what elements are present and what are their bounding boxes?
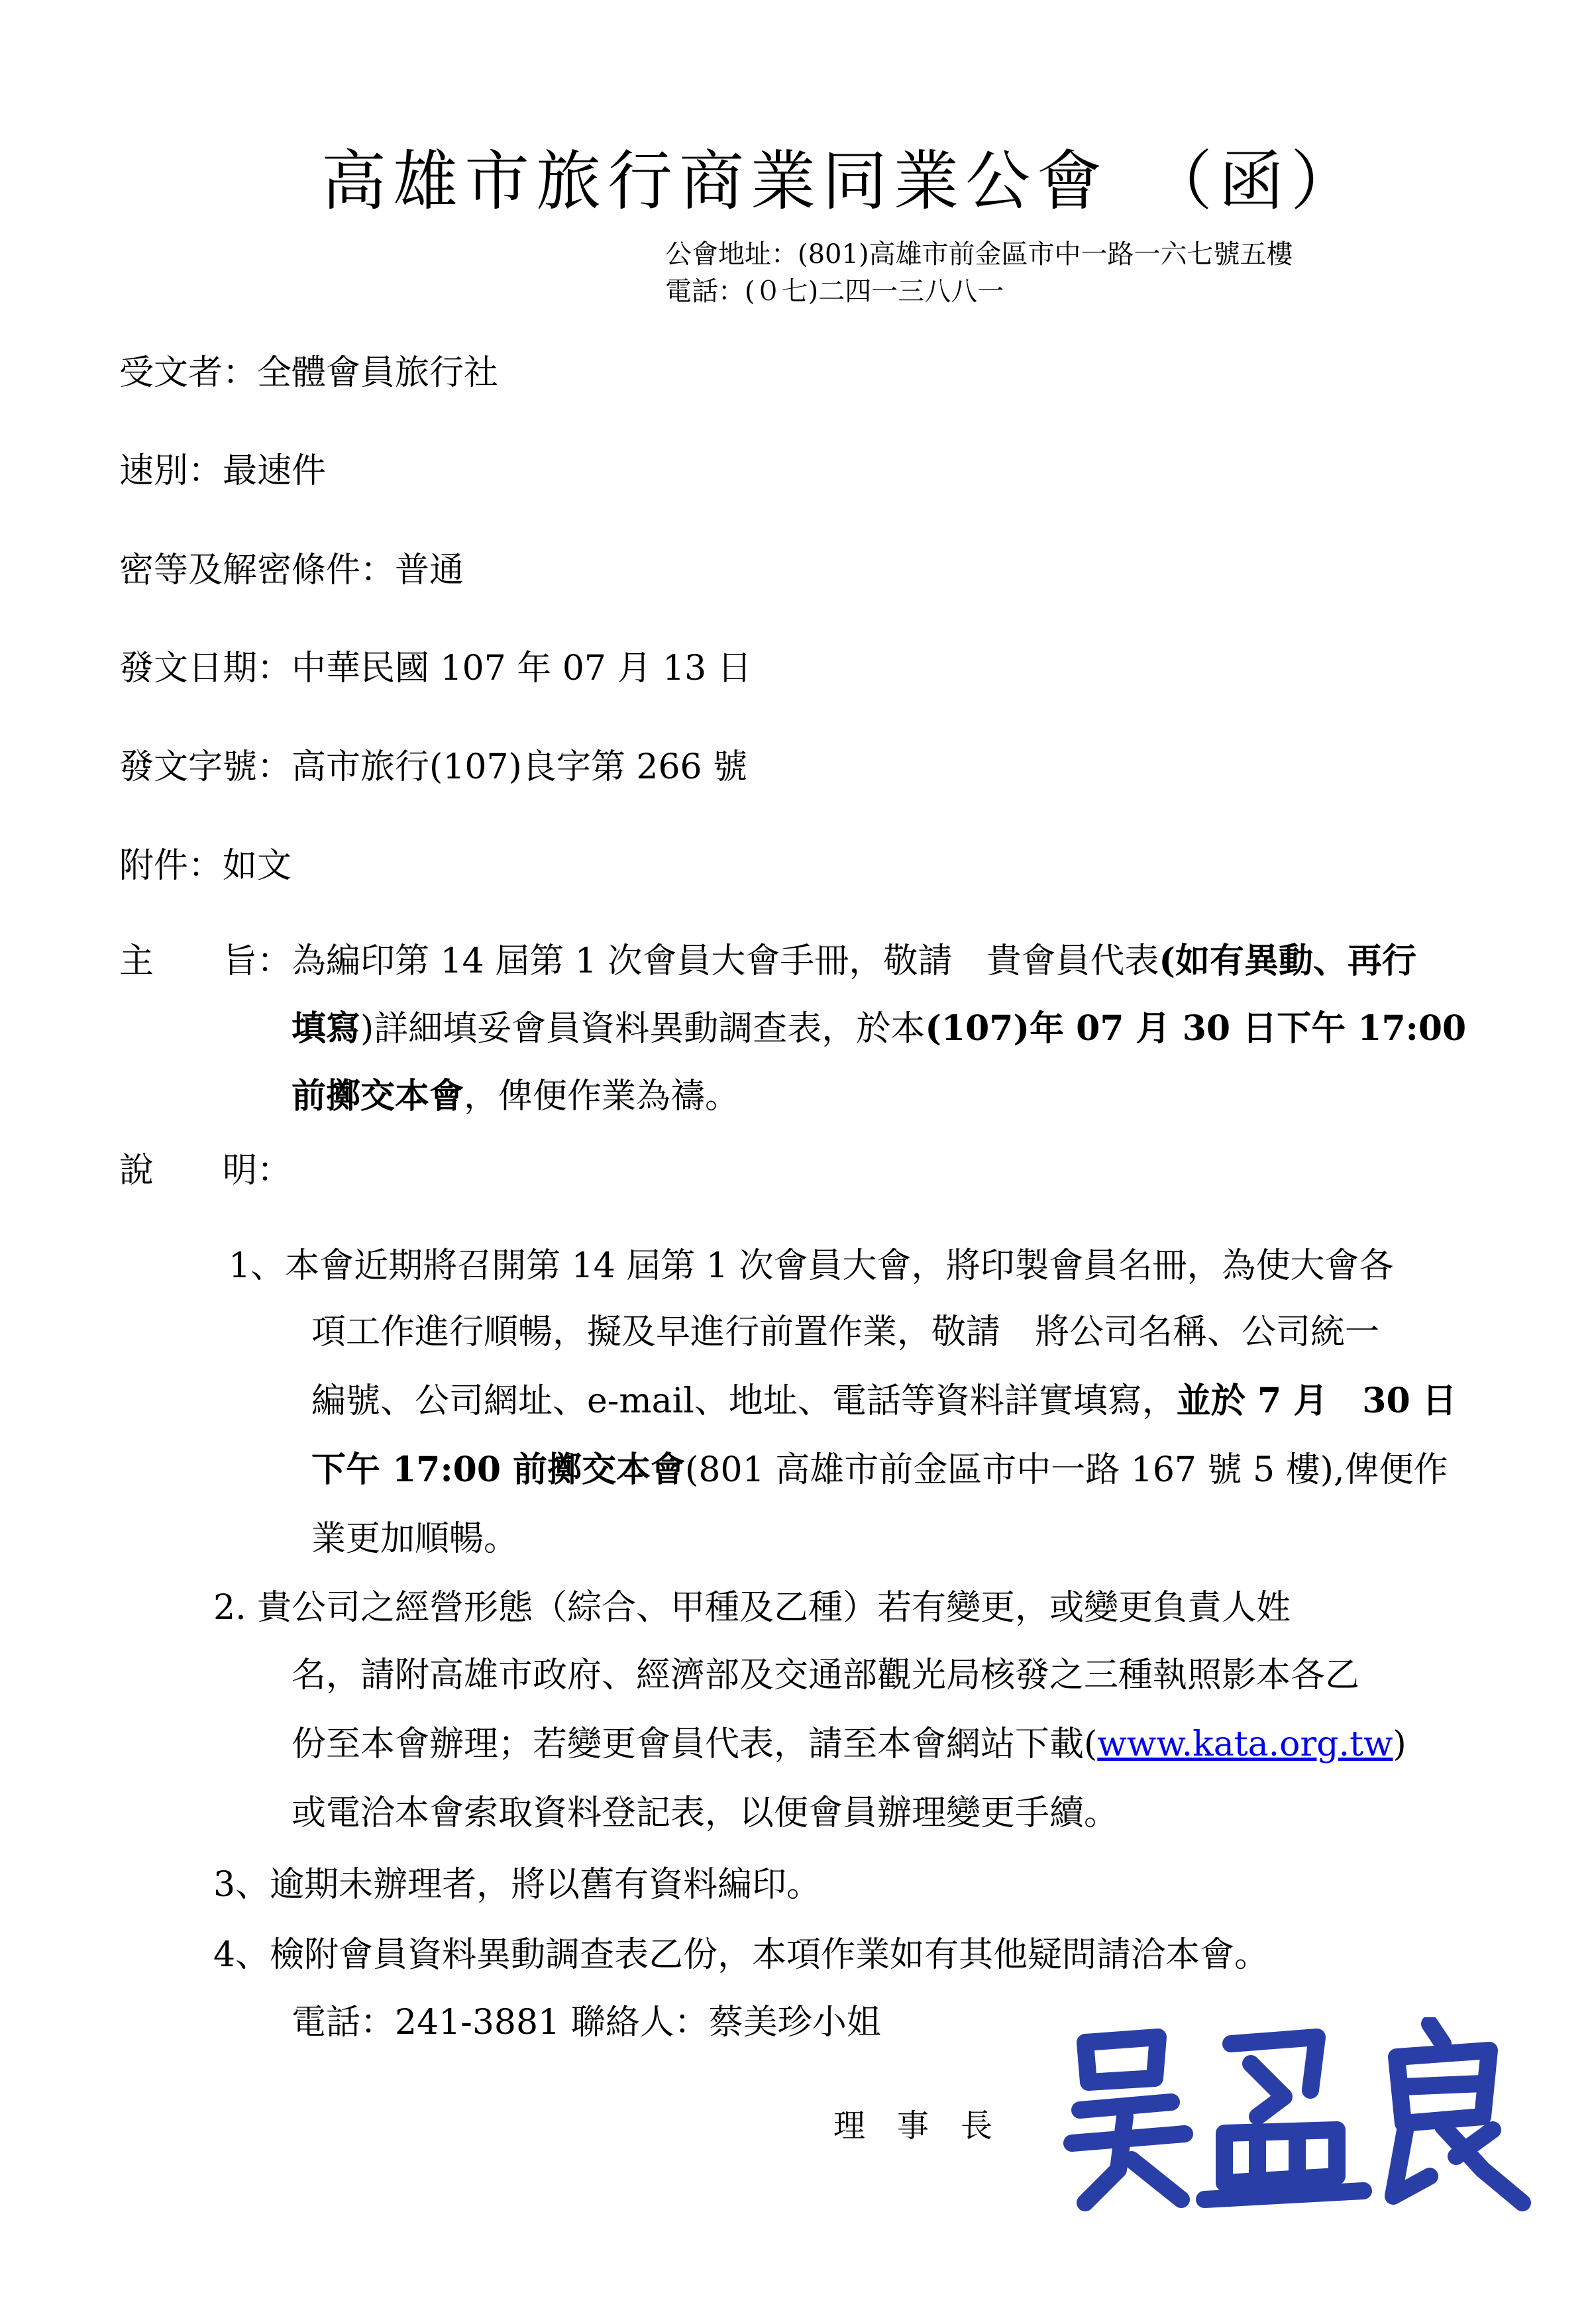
- item-2-line-4: 或電洽本會索取資料登記表，以便會員辦理變更手續。: [292, 1793, 1119, 1833]
- website-link[interactable]: www.kata.org.tw: [1097, 1724, 1393, 1764]
- item-1-line-2: 項工作進行順暢，擬及早進行前置作業，敬請 將公司名稱、公司統一: [311, 1312, 1380, 1352]
- chairman-signature: [1059, 2017, 1536, 2216]
- subject-line-1: 為編印第 14 屆第 1 次會員大會手冊，敬請 貴會員代表(如有異動、再行: [292, 941, 1416, 981]
- item-1-line-1: 1、本會近期將召開第 14 屆第 1 次會員大會，將印製會員名冊，為使大會各: [229, 1246, 1394, 1286]
- item-4: 4、檢附會員資料異動調查表乙份，本項作業如有其他疑問請洽本會。: [213, 1935, 1269, 1975]
- association-address: 公會地址：(801)高雄市前金區市中一路一六七號五樓: [665, 239, 1293, 270]
- item-2-line-2: 名，請附高雄市政府、經濟部及交通部觀光局核發之三種執照影本各乙: [292, 1656, 1360, 1695]
- speed-field: 速別：最速件: [119, 451, 327, 491]
- signatory-title: 理 事 長: [833, 2107, 993, 2144]
- item-2-line-1: 2. 貴公司之經營形態（綜合、甲種及乙種）若有變更，或變更負責人姓: [213, 1588, 1291, 1628]
- security-field: 密等及解密條件：普通: [119, 551, 464, 590]
- item-2-line-3: 份至本會辦理；若變更會員代表，請至本會網站下載(www.kata.org.tw): [292, 1724, 1406, 1764]
- document-title: 高雄市旅行商業同業公會 （函）: [321, 144, 1363, 219]
- attachment-field: 附件：如文: [119, 846, 292, 886]
- reference-number-field: 發文字號：高市旅行(107)良字第 266 號: [119, 747, 748, 787]
- issue-date-field: 發文日期：中華民國 107 年 07 月 13 日: [119, 649, 752, 688]
- item-1-line-4: 下午 17:00 前擲交本會(801 高雄市前金區市中一路 167 號 5 樓),俾便作: [311, 1450, 1448, 1490]
- subject-line-3: 前擲交本會，俾便作業為禱。: [292, 1076, 740, 1116]
- recipient-field: 受文者：全體會員旅行社: [119, 353, 499, 393]
- signature-glyph-3: [1393, 2024, 1522, 2203]
- explanation-label: 說 明：: [119, 1151, 292, 1190]
- subject-label: 主 旨：: [119, 941, 292, 981]
- contact-line: 電話：241-3881 聯絡人：蔡美珍小姐: [292, 2003, 881, 2042]
- signature-glyph-2: [1204, 2037, 1363, 2199]
- subject-line-2: 填寫)詳細填妥會員資料異動調查表，於本(107)年 07 月 30 日下午 17:00: [292, 1008, 1467, 1049]
- association-phone: 電話：(０七)二四一三八八一: [665, 276, 1004, 307]
- item-1-line-5: 業更加順暢。: [311, 1519, 519, 1559]
- item-1-line-3: 編號、公司網址、e-mail、地址、電話等資料詳實填寫，並於 7 月 30 日: [311, 1381, 1457, 1421]
- item-3: 3、逾期未辦理者，將以舊有資料編印。: [213, 1865, 822, 1905]
- signature-glyph-1: [1072, 2037, 1185, 2203]
